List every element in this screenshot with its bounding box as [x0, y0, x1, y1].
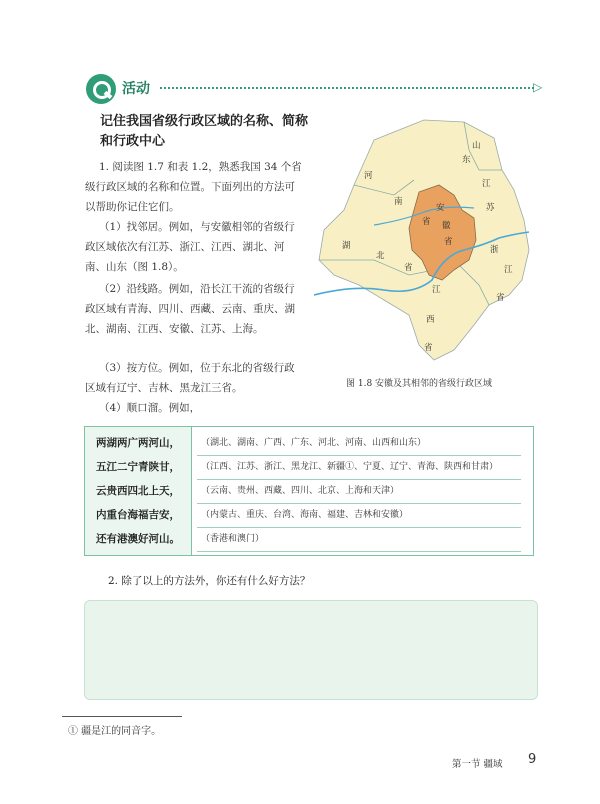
page-number: 9 — [528, 752, 537, 767]
mnemonic-line: 还有港澳好河山。 — [96, 533, 180, 545]
mnemonic-lines — [85, 427, 192, 555]
label-jiangsu: 苏 — [486, 202, 495, 212]
question-2: 2. 除了以上的方法外，你还有什么好方法？ — [108, 575, 311, 587]
footnote-divider — [62, 716, 182, 717]
label-hubei: 湖 — [342, 240, 351, 250]
answer-area[interactable] — [84, 600, 538, 700]
label-hubei: 省 — [404, 262, 413, 272]
paragraph: （1）找邻居。例如，与安徽相邻的省级行政区域依次有江苏、浙江、江西、湖北、河南、山东（图 1.8）。 — [85, 221, 295, 273]
label-henan: 省 — [422, 216, 431, 226]
label-shandong: 山 — [472, 140, 481, 150]
mnemonic-line: 云贵西四北上天， — [96, 485, 180, 497]
mnemonic-note: （云南、贵州、西藏、四川、北京、上海和天津） — [201, 486, 400, 496]
label-zhejiang: 浙 — [490, 244, 499, 254]
arrow-right-icon: ▷ — [533, 80, 543, 94]
label-jiangxi: 西 — [426, 314, 435, 324]
footer-section: 第一节 疆域 — [452, 759, 503, 770]
label-zhejiang: 江 — [504, 264, 513, 274]
mnemonic-line: 两湖两广两河山， — [96, 437, 180, 449]
label-jiangxi: 省 — [424, 342, 433, 352]
paragraph: （4）顺口溜。例如， — [99, 402, 201, 414]
row-divider — [197, 551, 521, 552]
paragraph: （3）按方位。例如，位于东北的省级行政区域有辽宁、吉林、黑龙江三省。 — [85, 362, 295, 394]
activity-title: 活动 — [122, 81, 150, 97]
label-zhejiang: 省 — [496, 292, 505, 302]
paragraph: （2）沿线路。例如，沿长江干流的省级行政区域有青海、四川、西藏、云南、重庆、湖北、湖南、江西、安徽、江苏、上海。 — [85, 283, 295, 335]
label-anhui: 省 — [444, 236, 453, 246]
search-magnifier-icon — [86, 74, 116, 104]
label-hubei: 北 — [376, 250, 385, 260]
activity-heading: 记住我国省级行政区域的名称、简称和行政中心 — [100, 114, 309, 149]
label-anhui: 安 — [436, 202, 445, 212]
paragraph: 1. 阅读图 1.7 和表 1.2，熟悉我国 34 个省级行政区域的名称和位置。下面列出的方法可以帮助你记住它们。 — [85, 161, 302, 213]
label-henan: 河 — [364, 170, 373, 180]
mnemonic-note: （湖北、湖南、广西、广东、河北、河南、山西和山东） — [201, 438, 427, 448]
mnemonic-line: 内重台海福吉安， — [96, 509, 180, 521]
mnemonic-line: 五江二宁青陕甘， — [96, 461, 180, 473]
mnemonic-note: （内蒙古、重庆、台湾、海南、福建、吉林和安徽） — [201, 510, 409, 520]
label-shandong: 东 — [462, 154, 471, 164]
footnote: ① 疆是江的同音字。 — [68, 726, 162, 737]
dotted-divider — [160, 87, 534, 89]
anhui-neighbors-map — [314, 110, 539, 365]
label-anhui: 徽 — [442, 220, 451, 230]
mnemonic-table — [84, 426, 534, 556]
mnemonic-note: （江西、江苏、浙江、黑龙江、新疆①、宁夏、辽宁、青海、陕西和甘肃） — [201, 462, 499, 472]
label-henan: 南 — [394, 196, 403, 206]
map-caption: 图 1.8 安徽及其相邻的省级行政区域 — [346, 379, 493, 389]
label-jiangxi: 江 — [432, 284, 441, 294]
mnemonic-note: （香港和澳门） — [201, 534, 265, 544]
label-jiangsu: 江 — [482, 178, 491, 188]
